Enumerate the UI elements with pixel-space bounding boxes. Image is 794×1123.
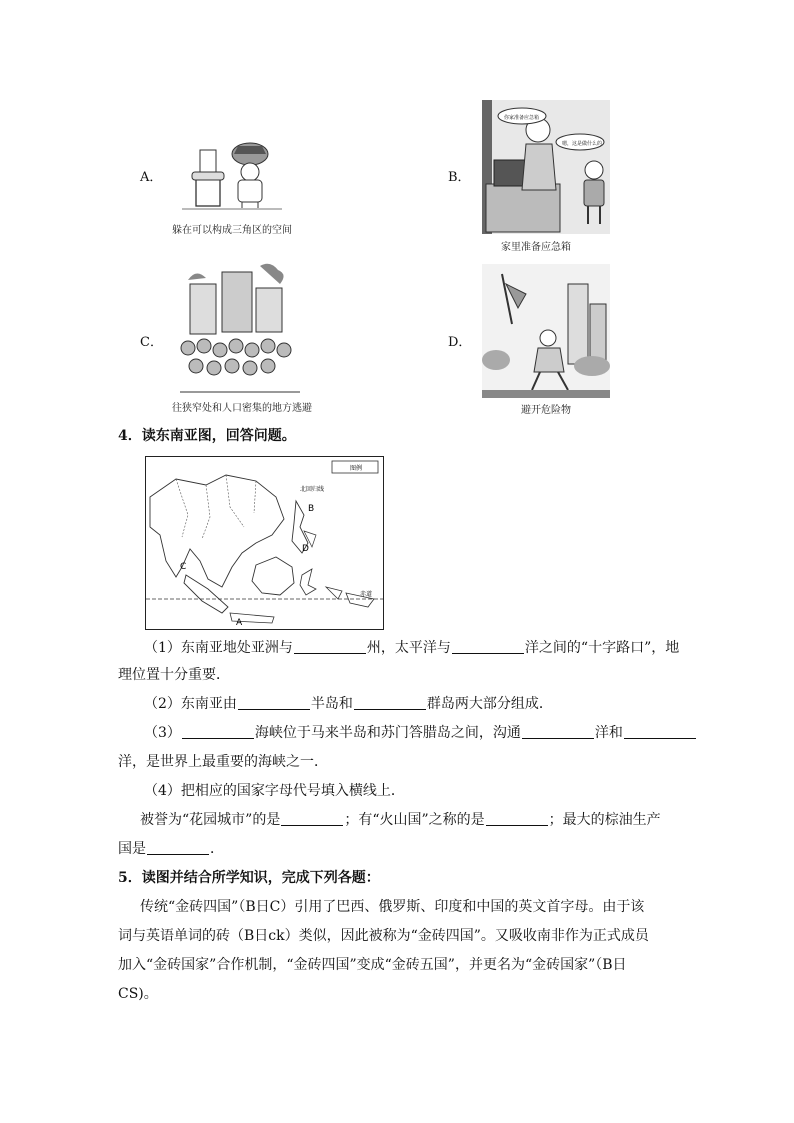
q4-blank-1[interactable]: [294, 639, 366, 654]
q5-title: 5．读图并结合所学知识，完成下列各题：: [118, 870, 380, 886]
map-label-a: A: [236, 618, 243, 628]
q4-blank-7[interactable]: [624, 724, 696, 739]
option-d-caption: 避开危险物: [521, 405, 571, 416]
option-b-caption: 家里准备应急箱: [501, 242, 571, 253]
q5-line-4: CS)。: [118, 986, 158, 1002]
q4-blank-2[interactable]: [452, 639, 524, 654]
q4-blank-9[interactable]: [486, 811, 548, 826]
q4-blank-8[interactable]: [281, 811, 343, 826]
q4-blank-4[interactable]: [354, 695, 426, 710]
q4-p5-line1: 被誉为“花园城市”的是 ；有“火山国”之称的是 ；最大的棕油生产: [140, 812, 661, 828]
map-legend-label: 图例: [350, 465, 363, 472]
option-b-letter: B．: [448, 170, 471, 185]
map-equator-label: 赤道: [360, 591, 373, 598]
q4-blank-5[interactable]: [182, 724, 254, 739]
q4-p4: （4）把相应的国家字母代号填入横线上．: [144, 783, 405, 799]
q4-p3-line1: （3） 海峡位于马来半岛和苏门答腊岛之间，沟通 洋和: [144, 723, 697, 743]
map-label-c: C: [180, 562, 187, 572]
southeast-asia-map: [145, 456, 384, 630]
q4-p1-line2: 理位置十分重要．: [118, 667, 230, 683]
option-c-caption: 往狭窄处和人口密集的地方逃避: [172, 403, 312, 414]
q5-line-2: 词与英语单词的砖（B日ck）类似，因此被称为“金砖四国”。又吸收南非作为正式成员: [118, 928, 649, 944]
option-c-letter: C．: [140, 335, 163, 350]
option-a-caption: 躲在可以构成三角区的空间: [172, 225, 292, 236]
option-b-illustration: [482, 100, 610, 234]
q4-p5-line2: 国是 ．: [118, 841, 224, 857]
q4-p2: （2）东南亚由 半岛和 群岛两大部分组成．: [144, 696, 553, 712]
option-c-illustration: [170, 262, 310, 396]
q4-blank-6[interactable]: [522, 724, 594, 739]
option-a-letter: A．: [140, 170, 163, 185]
q4-p3-line2: 洋，是世界上最重要的海峡之一．: [118, 754, 328, 770]
q4-p1-line1: （1）东南亚地处亚洲与 州，太平洋与 洋之间的“十字路口”，地: [144, 640, 680, 656]
map-label-d: D: [302, 544, 309, 554]
q4-title: 4．读东南亚图，回答问题。: [118, 428, 296, 444]
map-tropic-label: 北回归线: [300, 486, 325, 493]
q4-blank-3[interactable]: [238, 695, 310, 710]
q5-line-1: 传统“金砖四国”（B日C）引用了巴西、俄罗斯、印度和中国的英文首字母。由于该: [140, 899, 645, 915]
option-d-illustration: [482, 264, 610, 398]
map-label-b: B: [308, 504, 315, 514]
option-d-letter: D．: [448, 335, 472, 350]
option-b-bubble-1: 你家准备应急箱: [504, 115, 540, 121]
q4-blank-10[interactable]: [147, 840, 209, 855]
q5-line-3: 加入“金砖国家”合作机制，“金砖四国”变成“金砖五国”，并更名为“金砖国家”（B日: [118, 957, 627, 973]
option-b-bubble-2: 嗯，这是做什么的: [562, 141, 603, 147]
option-a-illustration: [182, 130, 282, 210]
